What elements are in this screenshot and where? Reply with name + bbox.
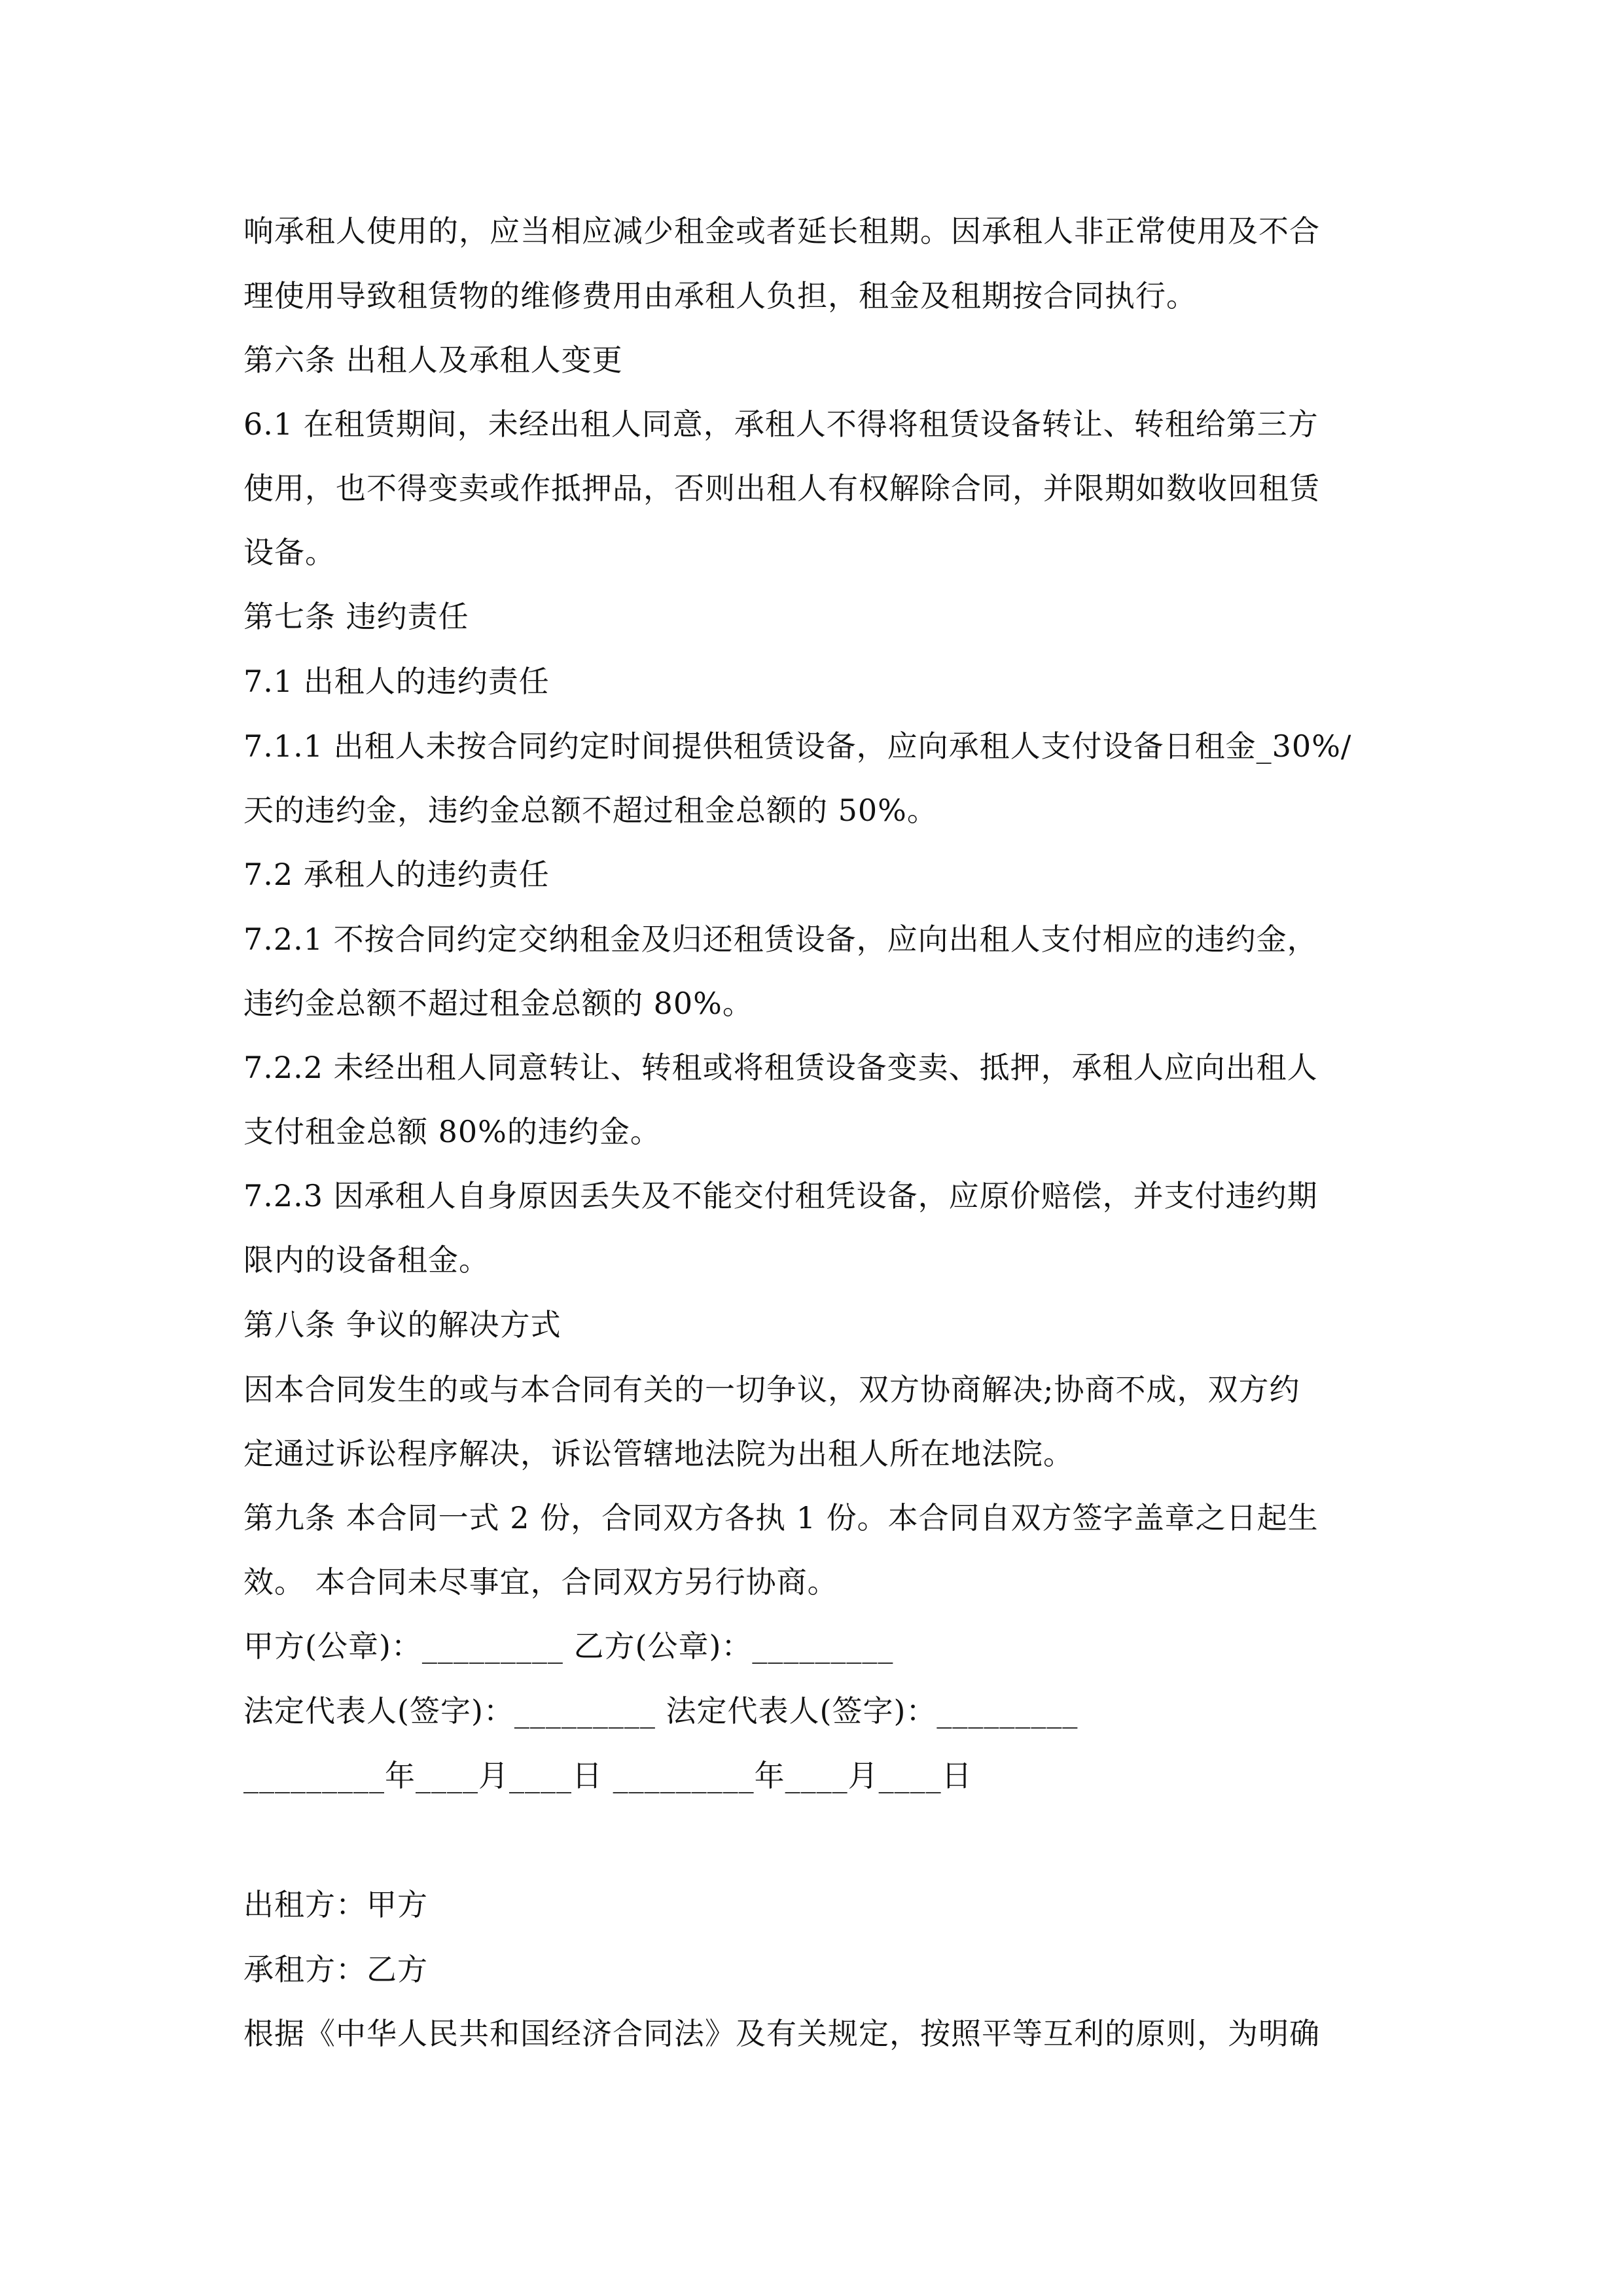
signature-date-line: _________年____月____日 _________年____月____日: [243, 1758, 972, 1793]
signature-seal-line: 甲方(公章)：_________ 乙方(公章)：_________: [243, 1628, 894, 1664]
paragraph-line: 根据《中华人民共和国经济合同法》及有关规定，按照平等互利的原则，为明确: [243, 2016, 1320, 2051]
clause-line: 7.1 出租人的违约责任: [243, 664, 550, 699]
clause-line: 7.1.1 出租人未按合同约定时间提供租赁设备，应向承租人支付设备日租金_30%/: [243, 728, 1352, 764]
paragraph-line: 设备。: [243, 535, 336, 570]
lessee-line: 承租方：乙方: [243, 1952, 428, 1987]
paragraph-line: 定通过诉讼程序解决，诉讼管辖地法院为出租人所在地法院。: [243, 1436, 1074, 1471]
paragraph-line: 响承租人使用的，应当相应减少租金或者延长租期。因承租人非正常使用及不合: [243, 213, 1320, 249]
paragraph-line: 理使用导致租赁物的维修费用由承租人负担，租金及租期按合同执行。: [243, 278, 1197, 314]
section-heading: 第九条 本合同一式 2 份，合同双方各执 1 份。本合同自双方签字盖章之日起生: [243, 1500, 1319, 1535]
clause-line: 7.2 承租人的违约责任: [243, 857, 550, 892]
clause-line: 7.2.2 未经出租人同意转让、转租或将租赁设备变卖、抵押，承租人应向出租人: [243, 1050, 1318, 1085]
section-heading: 第七条 违约责任: [243, 599, 469, 634]
section-heading: 第六条 出租人及承租人变更: [243, 342, 623, 378]
paragraph-line: 因本合同发生的或与本合同有关的一切争议，双方协商解决;协商不成，双方约: [243, 1372, 1300, 1407]
paragraph-line: 支付租金总额 80%的违约金。: [243, 1114, 661, 1149]
clause-line: 7.2.1 不按合同约定交纳租金及归还租赁设备，应向出租人支付相应的违约金，: [243, 922, 1318, 957]
section-heading: 第八条 争议的解决方式: [243, 1307, 562, 1342]
clause-line: 7.2.3 因承租人自身原因丢失及不能交付租凭设备，应原价赔偿，并支付违约期: [243, 1178, 1318, 1213]
paragraph-line: 天的违约金，违约金总额不超过租金总额的 50%。: [243, 793, 938, 828]
lessor-line: 出租方：甲方: [243, 1887, 428, 1922]
clause-line: 6.1 在租赁期间，未经出租人同意，承租人不得将租赁设备转让、转租给第三方: [243, 406, 1319, 442]
paragraph-line: 效。 本合同未尽事宜，合同双方另行协商。: [243, 1564, 838, 1600]
signature-representative-line: 法定代表人(签字)：_________ 法定代表人(签字)：_________: [243, 1693, 1079, 1729]
paragraph-line: 限内的设备租金。: [243, 1242, 490, 1278]
paragraph-line: 使用，也不得变卖或作抵押品，否则出租人有权解除合同，并限期如数收回租赁: [243, 471, 1320, 506]
paragraph-line: 违约金总额不超过租金总额的 80%。: [243, 986, 753, 1021]
